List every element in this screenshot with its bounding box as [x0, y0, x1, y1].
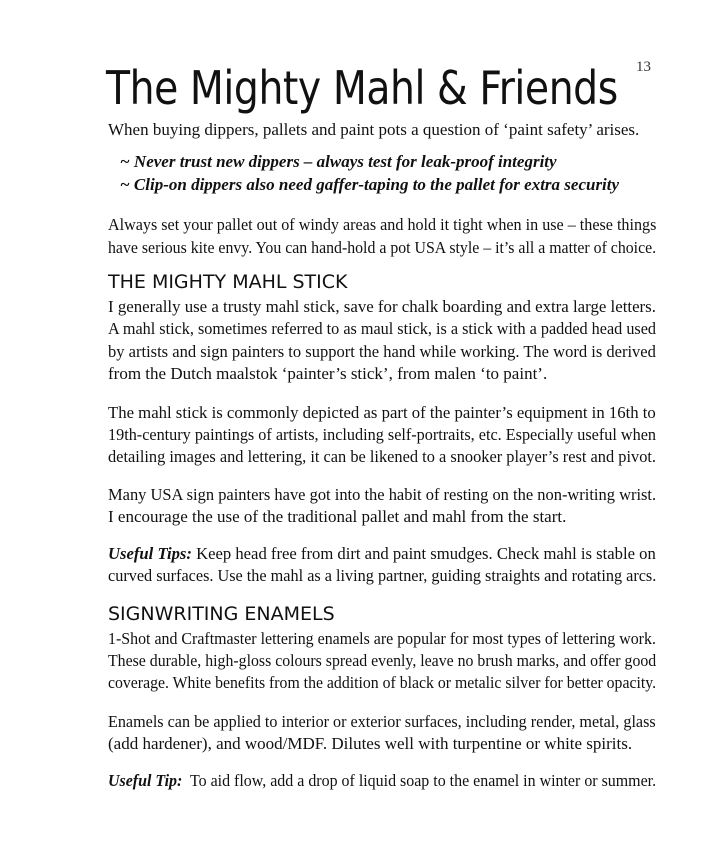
section-heading-enamels: SIGNWRITING ENAMELS	[108, 603, 335, 625]
section-heading-mahl-stick: THE MIGHTY MAHL STICK	[108, 271, 348, 293]
paragraph-line: curved surfaces. Use the mahl as a living partner, guiding straights and rotating arcs.	[108, 566, 657, 585]
bullet-item: ~ Never trust new dippers – always test for leak-proof integrity	[120, 152, 557, 171]
paragraph-line: from the Dutch maalstok ‘painter’s stick’, from malen ‘to paint’.	[108, 364, 548, 383]
paragraph-line: coverage. White benefits from the addition of black or metalic silver for better opacity.	[108, 673, 657, 692]
paragraph-line: I generally use a trusty mahl stick, save for chalk boarding and extra large letters.	[108, 297, 656, 316]
paragraph-line: by artists and sign painters to support the hand while working. The word is derived	[108, 342, 656, 361]
paragraph-line: I encourage the use of the traditional pallet and mahl from the start.	[108, 507, 567, 526]
tip-line	[108, 543, 656, 564]
page-title: The Mighty Mahl & Friends	[106, 61, 618, 115]
tip-text: To aid flow, add a drop of liquid soap to the enamel in winter or summer.	[182, 771, 657, 790]
paragraph-line: Many USA sign painters have got into the habit of resting on the non-writing wrist.	[108, 485, 657, 504]
paragraph-line: 19th-century paintings of artists, including self-portraits, etc. Especially useful when	[108, 425, 657, 444]
paragraph-line: detailing images and lettering, it can be likened to a snooker player’s rest and pivot.	[108, 447, 657, 466]
paragraph-line: (add hardener), and wood/MDF. Dilutes well with turpentine or white spirits.	[108, 734, 633, 753]
intro-text: When buying dippers, pallets and paint pots a question of ‘paint safety’ arises.	[108, 120, 640, 139]
paragraph-line: Enamels can be applied to interior or exterior surfaces, including render, metal, glass	[108, 712, 656, 731]
page-number: 13	[636, 59, 651, 75]
paragraph-line: Always set your pallet out of windy areas and hold it tight when in use – these things	[108, 215, 657, 234]
bullet-item: ~ Clip-on dippers also need gaffer-taping to the pallet for extra security	[120, 175, 620, 194]
tip-text: Keep head free from dirt and paint smudges. Check mahl is stable on	[191, 544, 656, 563]
tip-label: Useful Tips:	[108, 544, 192, 563]
paragraph-line: A mahl stick, sometimes referred to as maul stick, is a stick with a padded head used	[108, 319, 657, 338]
paragraph-line: These durable, high-gloss colours spread evenly, leave no brush marks, and offer good	[108, 651, 657, 670]
tip-line	[108, 770, 656, 791]
paragraph-line: 1-Shot and Craftmaster lettering enamels are popular for most types of lettering work.	[108, 629, 656, 648]
paragraph-line: The mahl stick is commonly depicted as part of the painter’s equipment in 16th to	[108, 403, 656, 422]
paragraph-line: have serious kite envy. You can hand-hold a pot USA style – it’s all a matter of choice.	[108, 238, 657, 257]
tip-label: Useful Tip:	[108, 771, 183, 790]
